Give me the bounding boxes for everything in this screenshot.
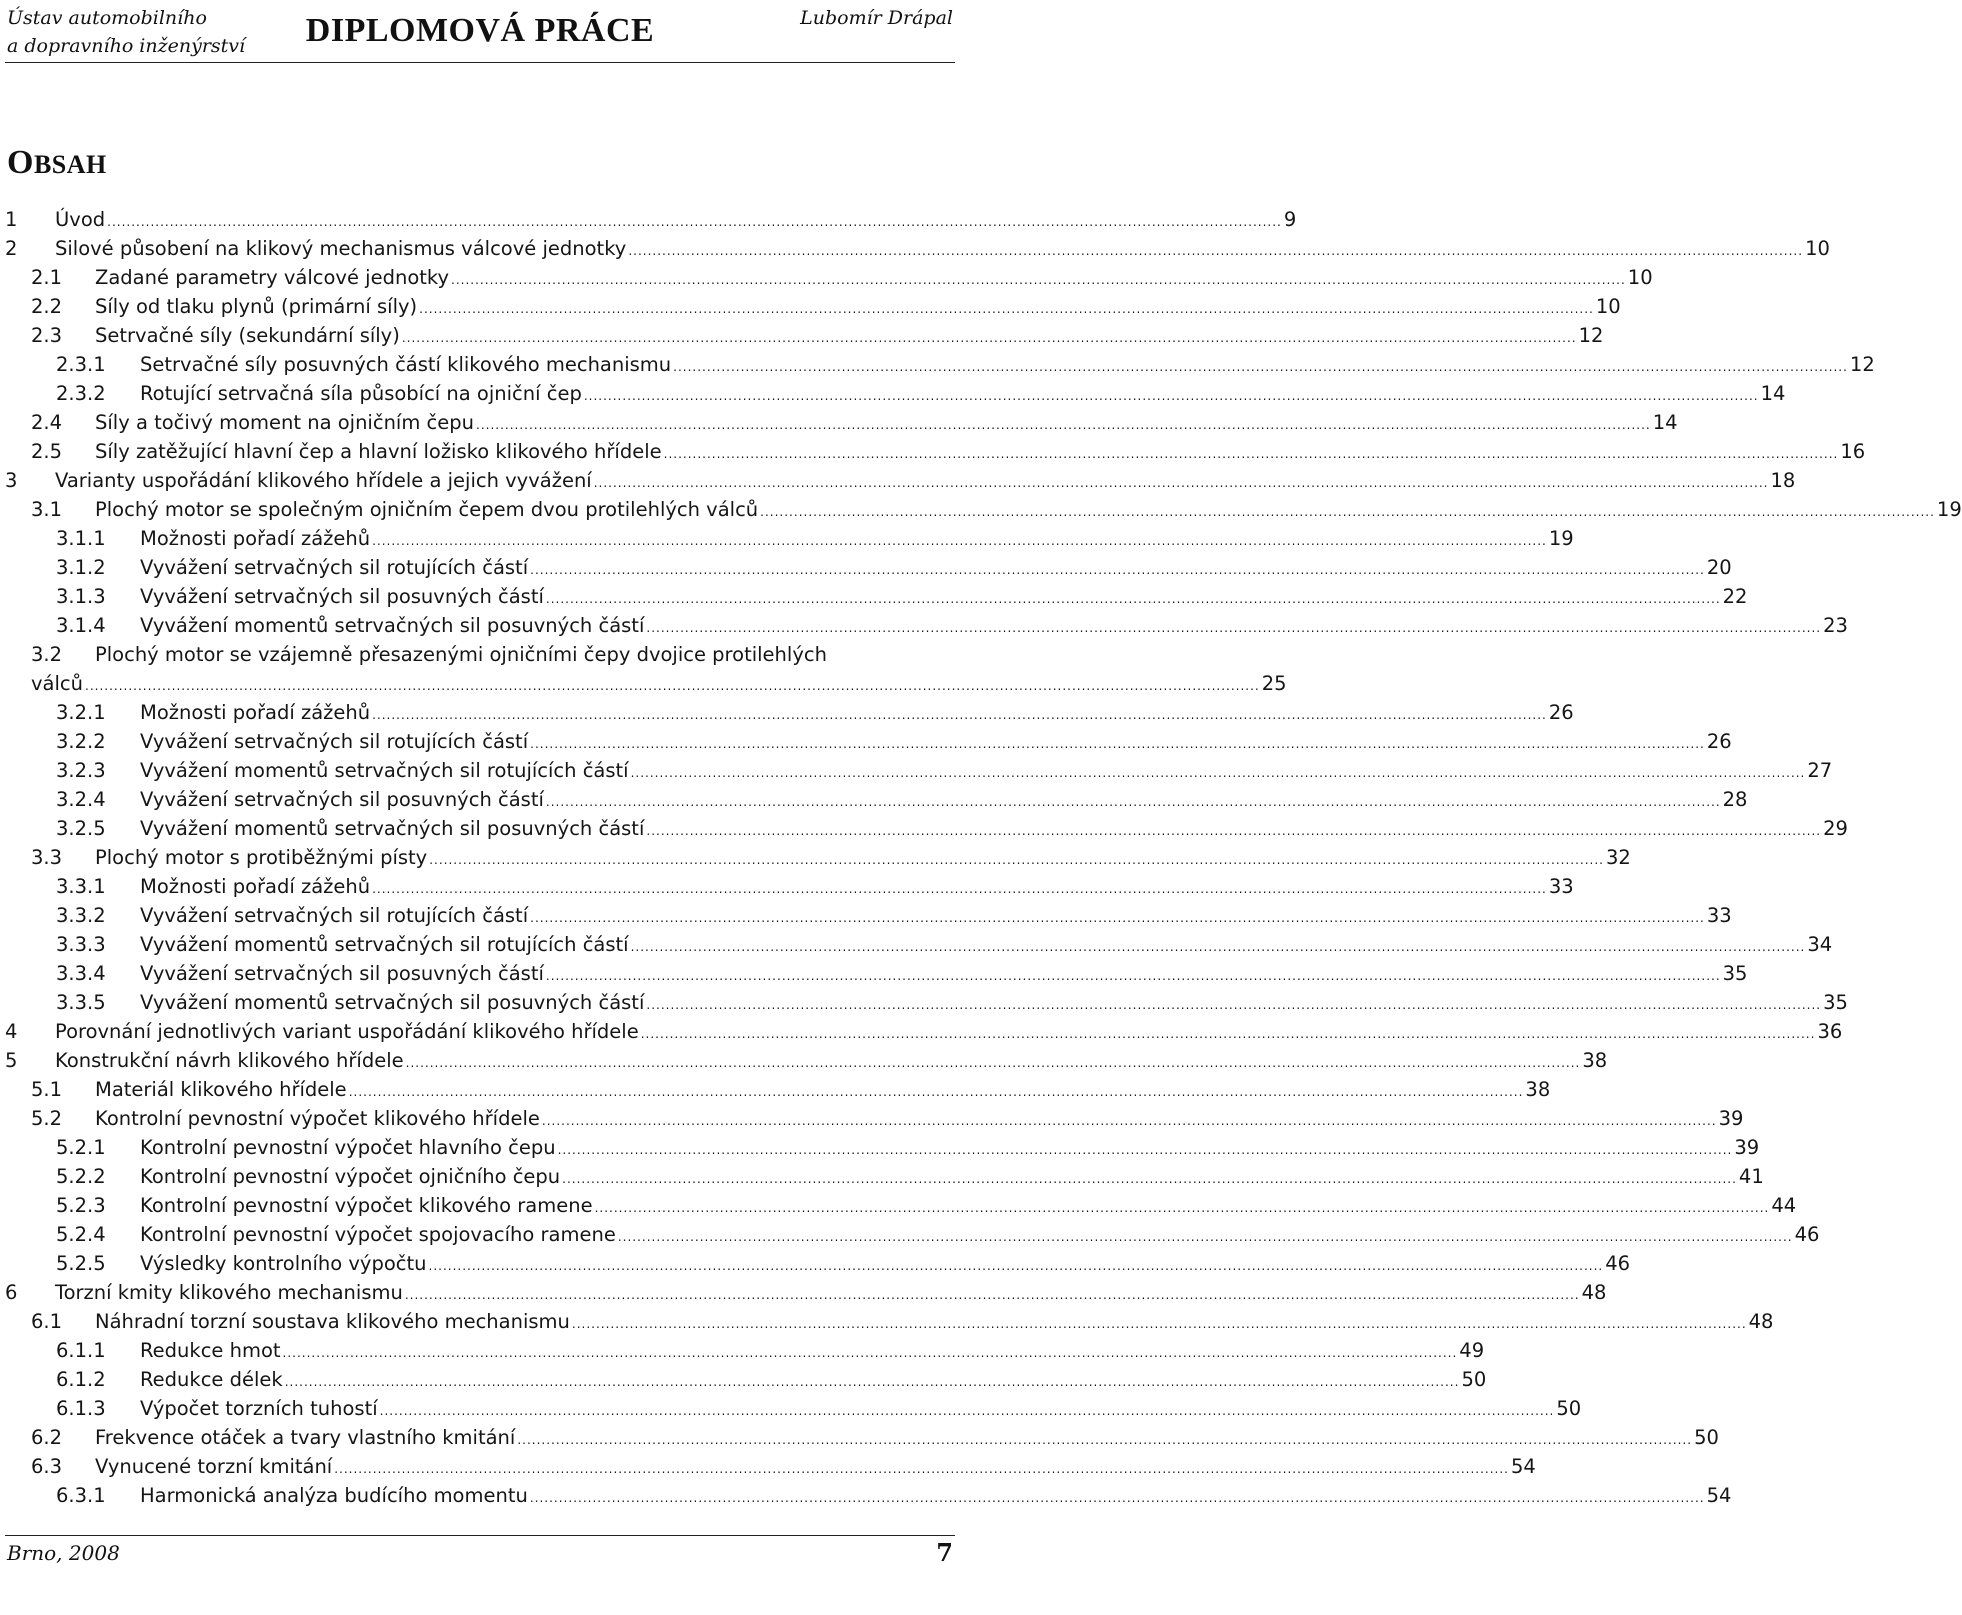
toc-entry-title: Redukce délek [140,1368,283,1391]
toc-entry-title: Vyvážení setrvačných sil posuvných částí [140,788,544,811]
toc-entry-number: 3.2.3 [56,759,106,782]
toc-entry-number: 5 [5,1049,18,1072]
toc-entry[interactable] [5,1452,1536,1481]
toc-entry[interactable] [5,1481,1732,1510]
dot-leader [405,1278,1580,1310]
toc-entry-page: 44 [1771,1194,1797,1217]
toc-entry-page: 48 [1748,1310,1774,1333]
toc-entry-title: Síly zatěžující hlavní čep a hlavní ložisko klikového hřídele [95,440,662,463]
toc-entry-title: Vyvážení setrvačných sil posuvných částí [140,962,544,985]
toc-entry-page: 39 [1734,1136,1760,1159]
toc-entry[interactable] [5,350,1875,379]
toc-entry[interactable] [5,495,1962,524]
toc-entry-page: 12 [1849,353,1875,376]
toc-entry-title: Kontrolní pevnostní výpočet hlavního čepu [140,1136,556,1159]
toc-entry-number: 5.2.1 [56,1136,106,1159]
toc-entry[interactable] [5,872,1574,901]
toc-entry-number: 5.2.4 [56,1223,106,1246]
page-footer [5,1535,955,1576]
toc-entry-page: 41 [1738,1165,1764,1188]
toc-entry[interactable] [5,1104,1744,1133]
toc-entry-page: 36 [1817,1020,1843,1043]
dot-leader [85,669,1260,701]
toc-entry-page: 48 [1581,1281,1607,1304]
toc-entry-title: Možnosti pořadí zážehů [140,875,371,898]
dot-leader [558,1133,1733,1165]
toc-entry[interactable] [5,814,1848,843]
toc-entry-title: Setrvačné síly posuvných částí klikového mechanismu [140,353,672,376]
toc-entry-title: Zadané parametry válcové jednotky [95,266,450,289]
toc-entry-number: 6.2 [31,1426,63,1449]
toc-entry[interactable] [5,1046,1608,1075]
toc-entry[interactable] [5,1365,1487,1394]
toc-entry-title: Vyvážení momentů setrvačných sil posuvných částí [140,614,645,637]
dot-leader [546,582,1721,614]
toc-entry-number: 3.2.1 [56,701,106,724]
dot-leader [542,1104,1717,1136]
toc-entry-page: 10 [1595,295,1621,318]
toc-entry-title: Vyvážení setrvačných sil posuvných částí [140,585,544,608]
toc-entry-title: Kontrolní pevnostní výpočet klikového hřídele [95,1107,540,1130]
toc-entry-page: 33 [1548,875,1574,898]
toc-entry[interactable] [5,930,1833,959]
dot-leader [406,1046,1581,1078]
toc-entry-number: 2.3.2 [56,382,106,405]
toc-entry[interactable] [5,1278,1607,1307]
toc-entry-title: Vyvážení setrvačných sil rotujících částí [140,556,529,579]
toc-entry[interactable] [5,901,1732,930]
toc-entry-page: 26 [1548,701,1574,724]
toc-entry-page: 33 [1706,904,1732,927]
toc-entry-number: 3.1 [31,498,63,521]
dot-leader [349,1075,1524,1107]
toc-entry-number: 2.3.1 [56,353,106,376]
toc-entry-page: 22 [1722,585,1748,608]
dot-leader [402,321,1577,353]
toc-entry-page: 27 [1807,759,1833,782]
author-name: Lubomír Drápal [800,7,953,29]
dot-leader [451,263,1626,295]
dot-leader [476,408,1651,440]
toc-entry-title: Plochý motor se společným ojničním čepem dvou protilehlých válců [95,498,759,521]
toc-entry[interactable] [5,553,1732,582]
toc-entry-number: 1 [5,208,18,231]
toc-entry-number: 5.2.3 [56,1194,106,1217]
toc-entry-number: 3 [5,469,18,492]
toc-entry-page: 14 [1760,382,1786,405]
toc-entry[interactable] [5,437,1866,466]
toc-entry[interactable] [5,234,1830,263]
toc-entry-number: 5.2 [31,1107,63,1130]
toc-entry[interactable] [5,756,1833,785]
toc-entry[interactable] [5,263,1653,292]
toc-entry-title: Plochý motor s protiběžnými písty [95,846,428,869]
toc-entry-title: Torzní kmity klikového mechanismu [55,1281,403,1304]
toc-entry-number: 5.1 [31,1078,63,1101]
dot-leader [628,234,1803,266]
toc-entry-number: 6.1 [31,1310,63,1333]
toc-entry[interactable] [5,1191,1797,1220]
toc-entry-title: Úvod [55,208,106,231]
toc-entry[interactable] [5,205,1297,234]
toc-entry-title: Konstrukční návrh klikového hřídele [55,1049,404,1072]
dot-leader [419,292,1594,324]
toc-entry-title: Síly a točivý moment na ojničním čepu [95,411,474,434]
toc-entry-number: 3.1.2 [56,556,106,579]
toc-entry-number: 2.1 [31,266,63,289]
dot-leader [285,1365,1460,1397]
toc-entry-number: 6.3 [31,1455,63,1478]
toc-entry[interactable] [5,292,1621,321]
toc-entry-page: 54 [1706,1484,1732,1507]
toc-entry[interactable] [5,1336,1485,1365]
toc-entry[interactable] [5,1133,1760,1162]
toc-entry-page: 46 [1794,1223,1820,1246]
institute-line-2: a dopravního inženýrství [7,35,246,57]
toc-entry-number: 3.2.2 [56,730,106,753]
dot-leader [594,466,1769,498]
toc-entry[interactable] [5,843,1631,872]
toc-entry-page: 39 [1718,1107,1744,1130]
toc-entry-title: Kontrolní pevnostní výpočet spojovacího ramene [140,1223,616,1246]
toc-entry-title: Výsledky kontrolního výpočtu [140,1252,427,1275]
dot-leader [631,930,1806,962]
toc-entry-title: Rotující setrvačná síla působící na ojniční čep [140,382,582,405]
dot-leader [530,727,1705,759]
toc-entry-title: Setrvačné síly (sekundární síly) [95,324,400,347]
dot-leader [562,1162,1737,1194]
toc-entry-title: Silové působení na klikový mechanismus válcové jednotky [55,237,627,260]
toc-entry-number: 6 [5,1281,18,1304]
toc-entry-continuation[interactable] [5,669,1287,698]
dot-leader [673,350,1848,382]
toc-entry[interactable] [5,1423,1719,1452]
toc-entry-number: 3.1.3 [56,585,106,608]
toc-entry-number: 2.4 [31,411,63,434]
toc-entry-page: 19 [1548,527,1574,550]
toc-entry-number: 6.1.1 [56,1339,106,1362]
toc-entry-page: 25 [1261,672,1287,695]
toc-entry[interactable] [5,582,1748,611]
toc-entry-number: 3.1.1 [56,527,106,550]
dot-leader [646,814,1821,846]
toc-entry[interactable] [5,959,1748,988]
toc-entry-title-continued: válců [31,672,83,695]
toc-entry[interactable] [5,1220,1820,1249]
toc-entry-page: 16 [1840,440,1866,463]
toc-entry-number: 3.2 [31,643,63,666]
page-header [5,0,955,63]
toc-entry-page: 54 [1510,1455,1536,1478]
toc-entry-number: 6.1.2 [56,1368,106,1391]
dot-leader [546,785,1721,817]
document-title: DIPLOMOVÁ PRÁCE [305,12,655,49]
toc-entry[interactable] [5,698,1574,727]
dot-leader [664,437,1839,469]
page-number: 7 [936,1538,953,1567]
dot-leader [372,524,1547,556]
toc-entry[interactable] [5,1017,1843,1046]
toc-entry-number: 3.1.4 [56,614,106,637]
toc-entry-number: 3.3.2 [56,904,106,927]
toc-entry-title: Vyvážení momentů setrvačných sil rotujících částí [140,759,629,782]
dot-leader [584,379,1759,411]
toc-entry-page: 32 [1605,846,1631,869]
toc-entry[interactable] [5,408,1678,437]
toc-entry[interactable] [5,727,1732,756]
toc-entry-title: Plochý motor se vzájemně přesazenými ojničními čepy dvojice protilehlých [95,643,827,666]
toc-entry-title: Náhradní torzní soustava klikového mechanismu [95,1310,570,1333]
toc-entry-number: 2.5 [31,440,63,463]
toc-entry-title: Materiál klikového hřídele [95,1078,347,1101]
toc-entry-page: 23 [1823,614,1848,637]
dot-leader [646,611,1821,643]
heading-rest: BSAH [33,150,107,179]
toc-entry[interactable] [5,640,955,669]
toc-entry[interactable] [5,1394,1582,1423]
toc-entry[interactable] [5,466,1796,495]
dot-leader [372,872,1547,904]
toc-entry-number: 3.3.4 [56,962,106,985]
toc-entry-number: 2.3 [31,324,63,347]
dot-leader [334,1452,1509,1484]
dot-leader [372,698,1547,730]
toc-entry[interactable] [5,524,1574,553]
toc-entry-page: 20 [1706,556,1732,579]
dot-leader [546,959,1721,991]
toc-entry-page: 9 [1283,208,1297,231]
toc-entry-page: 28 [1722,788,1748,811]
toc-entry-page: 35 [1722,962,1748,985]
dot-leader [429,1249,1604,1281]
toc-entry[interactable] [5,785,1748,814]
toc-entry-title: Frekvence otáček a tvary vlastního kmitání [95,1426,516,1449]
toc-entry-title: Možnosti pořadí zážehů [140,527,371,550]
toc-entry-number: 3.3.3 [56,933,106,956]
dot-leader [530,901,1705,933]
place-year: Brno, 2008 [7,1541,120,1565]
toc-entry-page: 10 [1805,237,1830,260]
toc-entry-page: 49 [1459,1339,1485,1362]
toc-entry[interactable] [5,988,1848,1017]
dot-leader [380,1394,1555,1426]
toc-entry-title: Výpočet torzních tuhostí [140,1397,378,1420]
toc-entry-number: 4 [5,1020,18,1043]
toc-entry-title: Porovnání jednotlivých variant uspořádání klikového hřídele [55,1020,639,1043]
heading-initial: O [7,144,34,181]
toc-entry-title: Síly od tlaku plynů (primární síly) [95,295,418,318]
toc-entry-page: 38 [1582,1049,1608,1072]
toc-entry-number: 3.3.5 [56,991,106,1014]
dot-leader [646,988,1821,1020]
toc-entry-title: Varianty uspořádání klikového hřídele a jejich vyvážení [55,469,592,492]
toc-entry-page: 38 [1525,1078,1551,1101]
toc-entry-title: Harmonická analýza budícího momentu [140,1484,528,1507]
toc-entry-number: 5.2.2 [56,1165,106,1188]
toc-entry-page: 26 [1706,730,1732,753]
toc-entry-number: 3.3 [31,846,63,869]
toc-entry-title: Vyvážení setrvačných sil rotujících částí [140,730,529,753]
dot-leader [618,1220,1793,1252]
toc-entry-title: Vyvážení momentů setrvačných sil posuvných částí [140,991,645,1014]
toc-entry-title: Kontrolní pevnostní výpočet ojničního čepu [140,1165,561,1188]
dot-leader [107,205,1282,237]
institute-line-1: Ústav automobilního [7,7,207,29]
toc-entry-page: 34 [1807,933,1833,956]
dot-leader [530,1481,1705,1513]
toc-entry-title: Vyvážení momentů setrvačných sil posuvných částí [140,817,645,840]
toc-entry[interactable] [5,379,1786,408]
toc-entry[interactable] [5,321,1604,350]
dot-leader [530,553,1705,585]
toc-entry-page: 12 [1578,324,1604,347]
toc-entry-title: Možnosti pořadí zážehů [140,701,371,724]
toc-entry-number: 6.1.3 [56,1397,106,1420]
toc-entry-number: 2.2 [31,295,63,318]
toc-entry[interactable] [5,611,1848,640]
toc-entry-page: 14 [1652,411,1678,434]
dot-leader [631,756,1806,788]
toc-entry-page: 50 [1461,1368,1487,1391]
dot-leader [572,1307,1747,1339]
dot-leader [595,1191,1770,1223]
toc-entry-page: 50 [1694,1426,1719,1449]
toc-entry-title: Redukce hmot [140,1339,281,1362]
toc-entry[interactable] [5,1307,1774,1336]
toc-entry-title: Vyvážení momentů setrvačných sil rotujících částí [140,933,629,956]
toc-entry-number: 3.3.1 [56,875,106,898]
dot-leader [760,495,1935,527]
dot-leader [429,843,1604,875]
dot-leader [283,1336,1458,1368]
toc-entry-page: 19 [1936,498,1962,521]
toc-entry-page: 18 [1770,469,1796,492]
table-of-contents [5,205,1962,1510]
dot-leader [517,1423,1692,1455]
toc-entry-number: 6.3.1 [56,1484,106,1507]
toc-entry-number: 2 [5,237,18,260]
toc-entry-number: 3.2.4 [56,788,106,811]
dot-leader [641,1017,1816,1049]
toc-entry-page: 50 [1556,1397,1582,1420]
toc-entry-title: Vyvážení setrvačných sil rotujících částí [140,904,529,927]
toc-entry-page: 46 [1605,1252,1631,1275]
toc-entry[interactable] [5,1075,1551,1104]
toc-entry[interactable] [5,1249,1631,1278]
toc-entry-title: Kontrolní pevnostní výpočet klikového ramene [140,1194,593,1217]
toc-entry-number: 5.2.5 [56,1252,106,1275]
toc-entry[interactable] [5,1162,1764,1191]
toc-entry-page: 35 [1823,991,1848,1014]
toc-entry-page: 10 [1627,266,1653,289]
toc-entry-number: 3.2.5 [56,817,106,840]
page-heading [7,144,107,182]
toc-entry-page: 29 [1823,817,1848,840]
toc-entry-title: Vynucené torzní kmitání [95,1455,333,1478]
